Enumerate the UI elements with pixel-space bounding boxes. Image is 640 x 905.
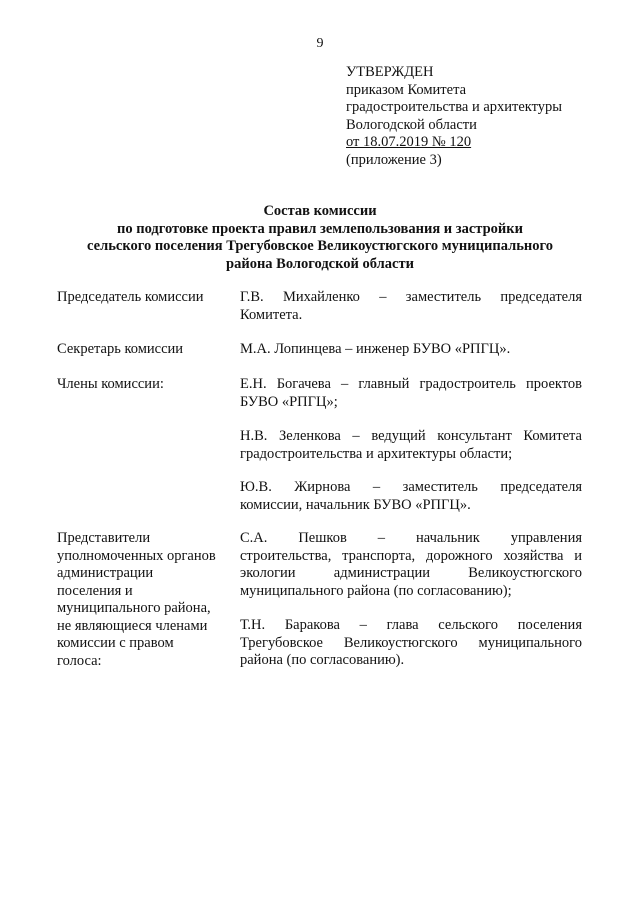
approval-line: Вологодской области [346,116,477,133]
entry-member-1 [240,376,582,411]
entry-secretary [240,341,582,359]
entry-representative-2 [240,617,582,670]
entry-line: градостроительства и архитектуры области; [240,445,513,462]
entry-line: Комитета. [240,306,303,323]
entry-line: Н.В. Зеленкова – ведущий консультант Комитета [240,428,582,444]
document-title [0,203,640,273]
role-chair: Председатель комиссии [57,289,204,305]
entry-chair [240,289,582,324]
approval-line: приказом Комитета [346,81,467,98]
approval-heading: УТВЕРЖДЕН [346,64,434,80]
entry-line: района (по согласованию). [240,652,405,668]
approval-order-date: от 18.07.2019 № 120 [346,134,472,150]
entry-line: комиссии, начальник БУВО «РПГЦ». [240,496,471,513]
title-line: по подготовке проекта правил землепользования и застройки [117,220,523,237]
approval-appendix: (приложение 3) [346,151,442,168]
page-number: 9 [316,36,324,51]
entry-member-2 [240,428,582,463]
entry-line: БУВО «РПГЦ»; [240,393,338,410]
entry-representative-1 [240,530,582,600]
entry-line: Г.В. Михайленко – заместитель председателя [240,289,582,305]
entry-line: экологии администрации Великоустюгского [240,565,582,581]
entry-line: строительства, транспорта, дорожного хозяйства и [240,547,582,564]
role-members: Члены комиссии: [57,376,164,392]
entry-line: муниципального района (по согласованию); [240,582,512,599]
entry-line: М.А. Лопинцева – инженер БУВО «РПГЦ». [240,341,511,357]
entry-line: Трегубовское Великоустюгского муниципального [240,634,582,651]
role-secretary: Секретарь комиссии [57,341,184,357]
entry-line: Ю.В. Жирнова – заместитель председателя [240,479,582,495]
entry-line: Е.Н. Богачева – главный градостроитель проектов [240,376,582,392]
entry-line: С.А. Пешков – начальник управления [240,530,582,546]
approval-block [346,64,562,169]
title-line: района Вологодской области [226,255,414,272]
approval-line: градостроительства и архитектуры [346,99,563,115]
title-line: сельского поселения Трегубовское Великоустюгского муниципального [87,238,553,254]
title-line: Состав комиссии [263,203,377,219]
entry-member-3 [240,479,582,514]
role-representatives: Представители уполномоченных органов администрации поселения и муниципального района, не являющиеся членами комиссии с правом голоса: [57,530,216,669]
entry-line: Т.Н. Баракова – глава сельского поселения [240,617,582,633]
